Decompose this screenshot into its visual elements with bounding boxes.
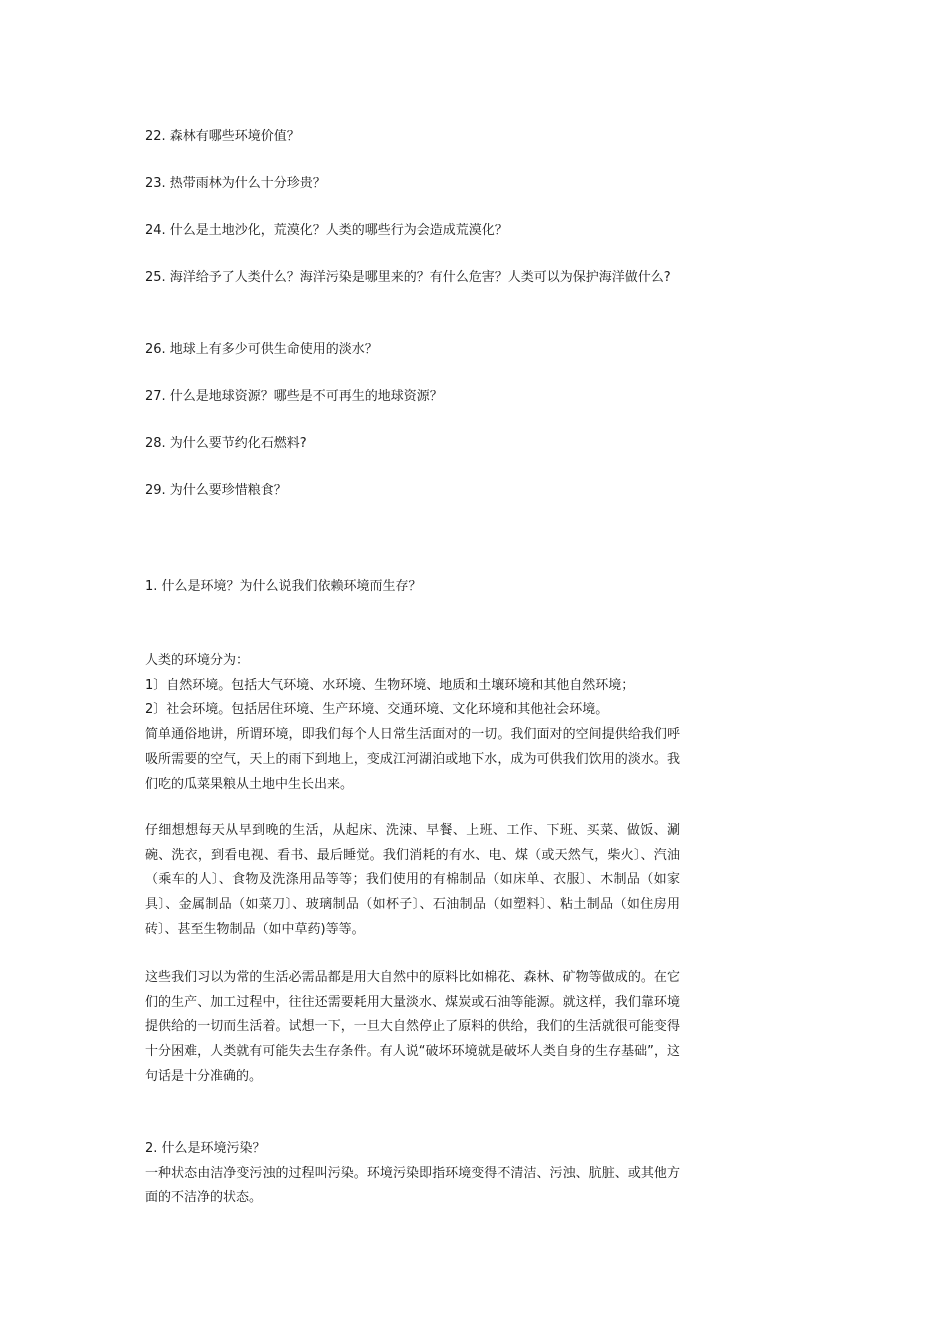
section2-paragraph-1: 一种状态由洁净变污浊的过程叫污染。环境污染即指环境变得不清洁、污浊、肮脏、或其他方面的不洁净的状态。: [145, 1165, 680, 1206]
section1-paragraph-1: 简单通俗地讲，所谓环境，即我们每个人日常生活面对的一切。我们面对的空间提供给我们呼吸所需要的空气，天上的雨下到地上，变成江河湖泊或地下水，成为可供我们饮用的淡水。我们吃的瓜菜果粮从土地中生长出来。: [145, 727, 680, 792]
section2: [145, 1137, 680, 1211]
question-22: 22. 森林有哪些环境价值？: [145, 129, 300, 144]
section2-heading: 2. 什么是环境污染？: [145, 1141, 266, 1156]
section1-paragraph-2: 仔细想想每天从早到晚的生活，从起床、洗涑、早餐、上班、工作、下班、买菜、做饭、涮碗、洗衣，到看电视、看书、最后睡觉。我们消耗的有水、电、煤（或天然气，柴火〕、汽油（乘车的人〕、食物及洗涤用品等等；我们使用的有棉制品（如床单、衣服〕、木制品（如家具〕、金属制品（如菜刀〕、玻璃制品（如杯子〕、石油制品（如塑料〕、粘土制品（如住房用砖〕、甚至生物制品（如中草药)等等。: [145, 823, 680, 937]
question-26: 26. 地球上有多少可供生命使用的淡水？: [145, 342, 378, 357]
question-28: 28. 为什么要节约化石燃料?: [145, 436, 307, 451]
section1-item-social: 2〕社会环境。包括居住环境、生产环境、交通环境、文化环境和其他社会环境。: [145, 702, 609, 718]
section1-intro: 人类的环境分为：: [145, 653, 250, 668]
section1-item-natural: 1〕自然环境。包括大气环境、水环境、生物环境、地质和土壤环境和其他自然环境；: [145, 677, 635, 693]
section1-paragraph-3-wrap: [145, 966, 680, 1090]
question-29: 29. 为什么要珍惜粮食？: [145, 483, 287, 498]
question-24: 24. 什么是土地沙化，荒漠化？人类的哪些行为会造成荒漠化？: [145, 223, 508, 238]
section1-heading: 1. 什么是环境？为什么说我们依赖环境而生存？: [145, 579, 422, 594]
section1-list: [145, 649, 680, 797]
section1-paragraph-3: 这些我们习以为常的生活必需品都是用大自然中的原料比如棉花、森林、矿物等做成的。在它们的生产、加工过程中，往往还需要耗用大量淡水、煤炭或石油等能源。就这样，我们靠环境提供给的一切而生活着。试想一下，一旦大自然停止了原料的供给，我们的生活就很可能变得十分困难，人类就有可能失去生存条件。有人说“破坏环境就是破坏人类自身的生存基础”，这句话是十分准确的。: [145, 970, 680, 1084]
question-25: 25. 海洋给予了人类什么？海洋污染是哪里来的？有什么危害？人类可以为保护海洋做什么?: [145, 270, 671, 285]
question-23: 23. 热带雨林为什么十分珍贵？: [145, 176, 326, 191]
section1-paragraph-2-wrap: [145, 819, 680, 943]
question-27: 27. 什么是地球资源？哪些是不可再生的地球资源？: [145, 389, 443, 404]
